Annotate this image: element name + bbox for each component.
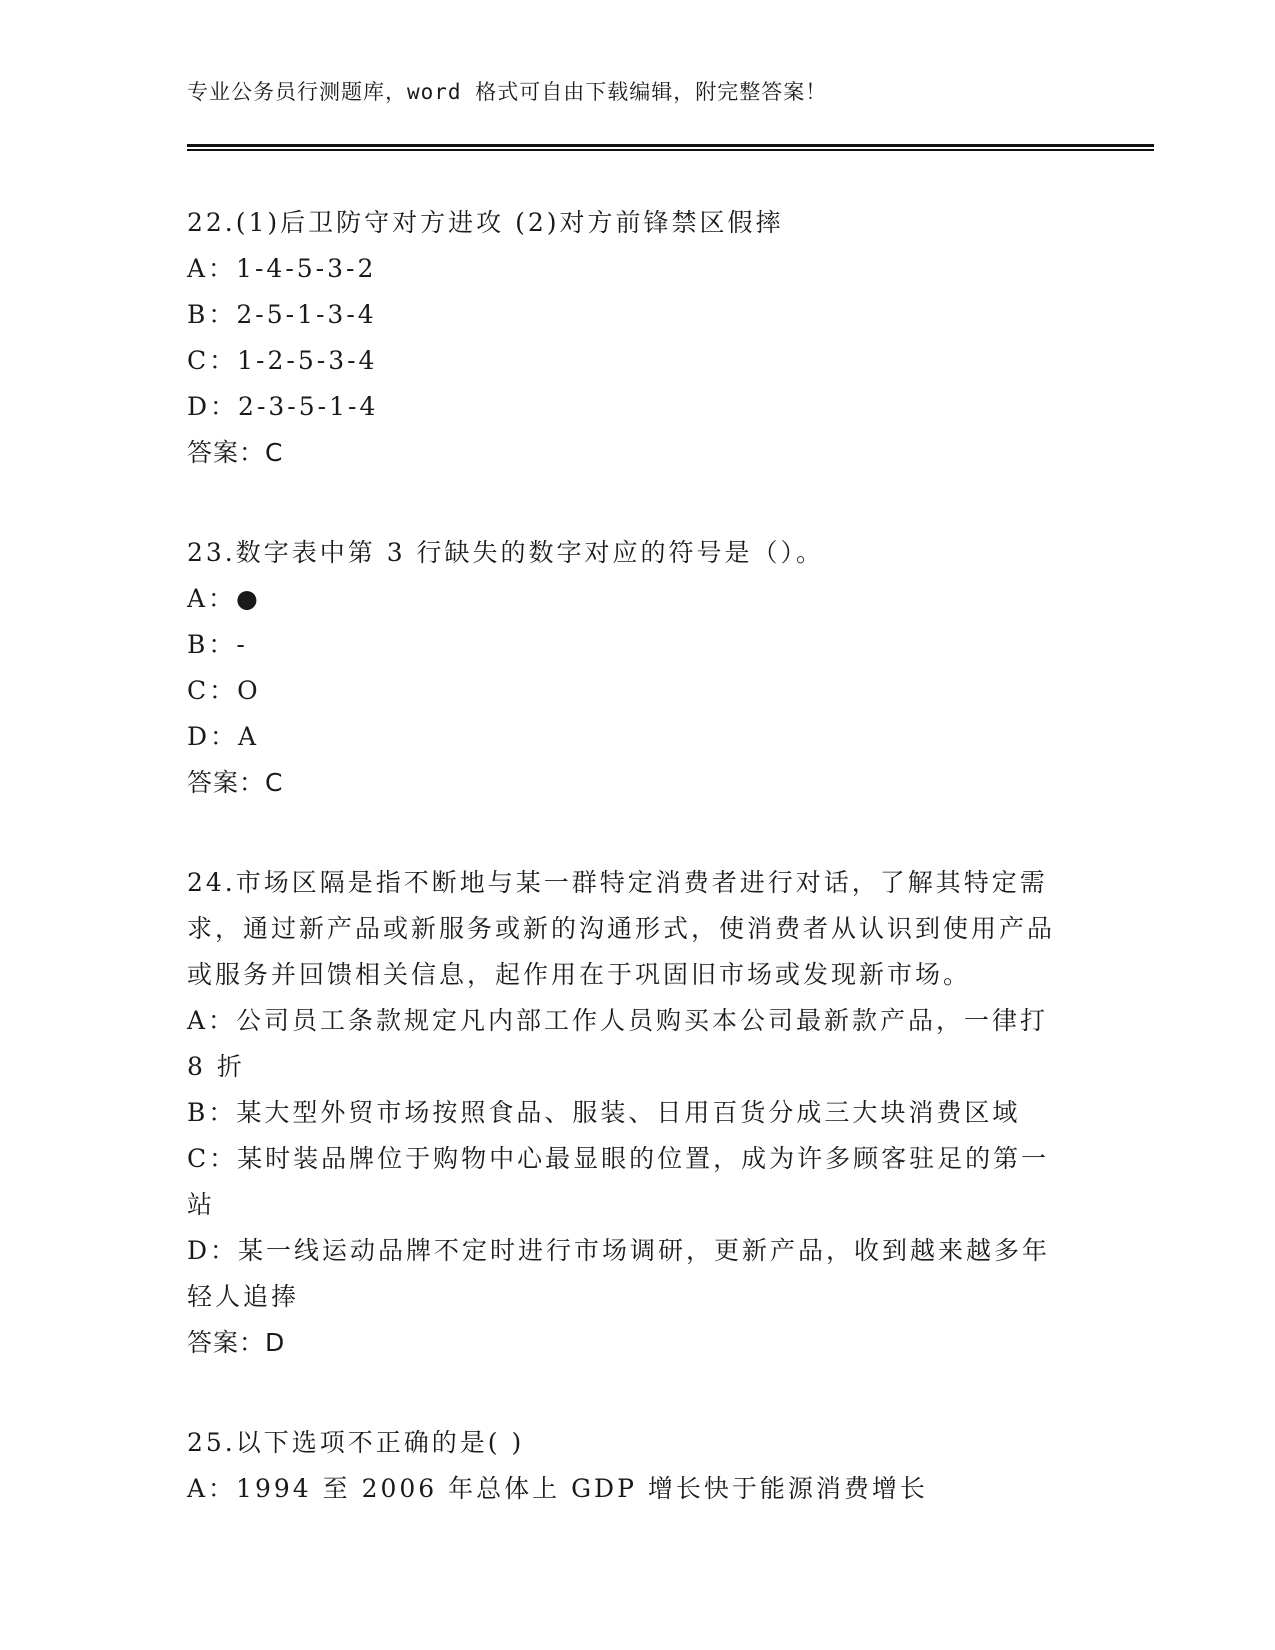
question-stem: 25.以下选项不正确的是( ) xyxy=(187,1428,525,1457)
question-stem: 23.数字表中第 3 行缺失的数字对应的符号是（）。 xyxy=(187,538,825,567)
answer-line: 答案：C xyxy=(187,768,284,797)
option-a: A：1-4-5-3-2 xyxy=(187,254,377,283)
option-d: D：2-3-5-1-4 xyxy=(187,392,379,421)
option-b: B：2-5-1-3-4 xyxy=(187,300,377,329)
question-stem: 22.(1)后卫防守对方进攻 (2)对方前锋禁区假摔 xyxy=(187,208,784,237)
option-a: A：● xyxy=(187,584,261,613)
page-header: 专业公务员行测题库，word 格式可自由下载编辑，附完整答案！ xyxy=(187,80,828,104)
question-22 xyxy=(187,200,1077,476)
question-25 xyxy=(187,1420,1077,1512)
question-list xyxy=(187,200,1077,1566)
answer-line: 答案：D xyxy=(187,1328,286,1357)
option-c: C：1-2-5-3-4 xyxy=(187,346,378,375)
header-divider-thick xyxy=(187,144,1154,147)
question-stem: 24.市场区隔是指不断地与某一群特定消费者进行对话，了解其特定需求，通过新产品或新服务或新的沟通形式，使消费者从认识到使用产品或服务并回馈相关信息，起作用在于巩固旧市场或发现新市场。 xyxy=(187,868,1056,989)
header-divider-thin xyxy=(187,149,1154,151)
question-23 xyxy=(187,530,1077,806)
option-b: B：- xyxy=(187,630,248,659)
option-a: A：1994 至 2006 年总体上 GDP 增长快于能源消费增长 xyxy=(187,1474,928,1503)
answer-line: 答案：C xyxy=(187,438,284,467)
option-d: D：某一线运动品牌不定时进行市场调研，更新产品，收到越来越多年轻人追捧 xyxy=(187,1236,1051,1311)
option-c: C：O xyxy=(187,676,261,705)
option-a: A：公司员工条款规定凡内部工作人员购买本公司最新款产品，一律打 8 折 xyxy=(187,1006,1049,1081)
question-24 xyxy=(187,860,1077,1366)
option-d: D：A xyxy=(187,722,260,751)
header-divider xyxy=(187,144,1154,151)
option-b: B：某大型外贸市场按照食品、服装、日用百货分成三大块消费区域 xyxy=(187,1098,1021,1127)
option-c: C：某时装品牌位于购物中心最显眼的位置，成为许多顾客驻足的第一站 xyxy=(187,1144,1050,1219)
